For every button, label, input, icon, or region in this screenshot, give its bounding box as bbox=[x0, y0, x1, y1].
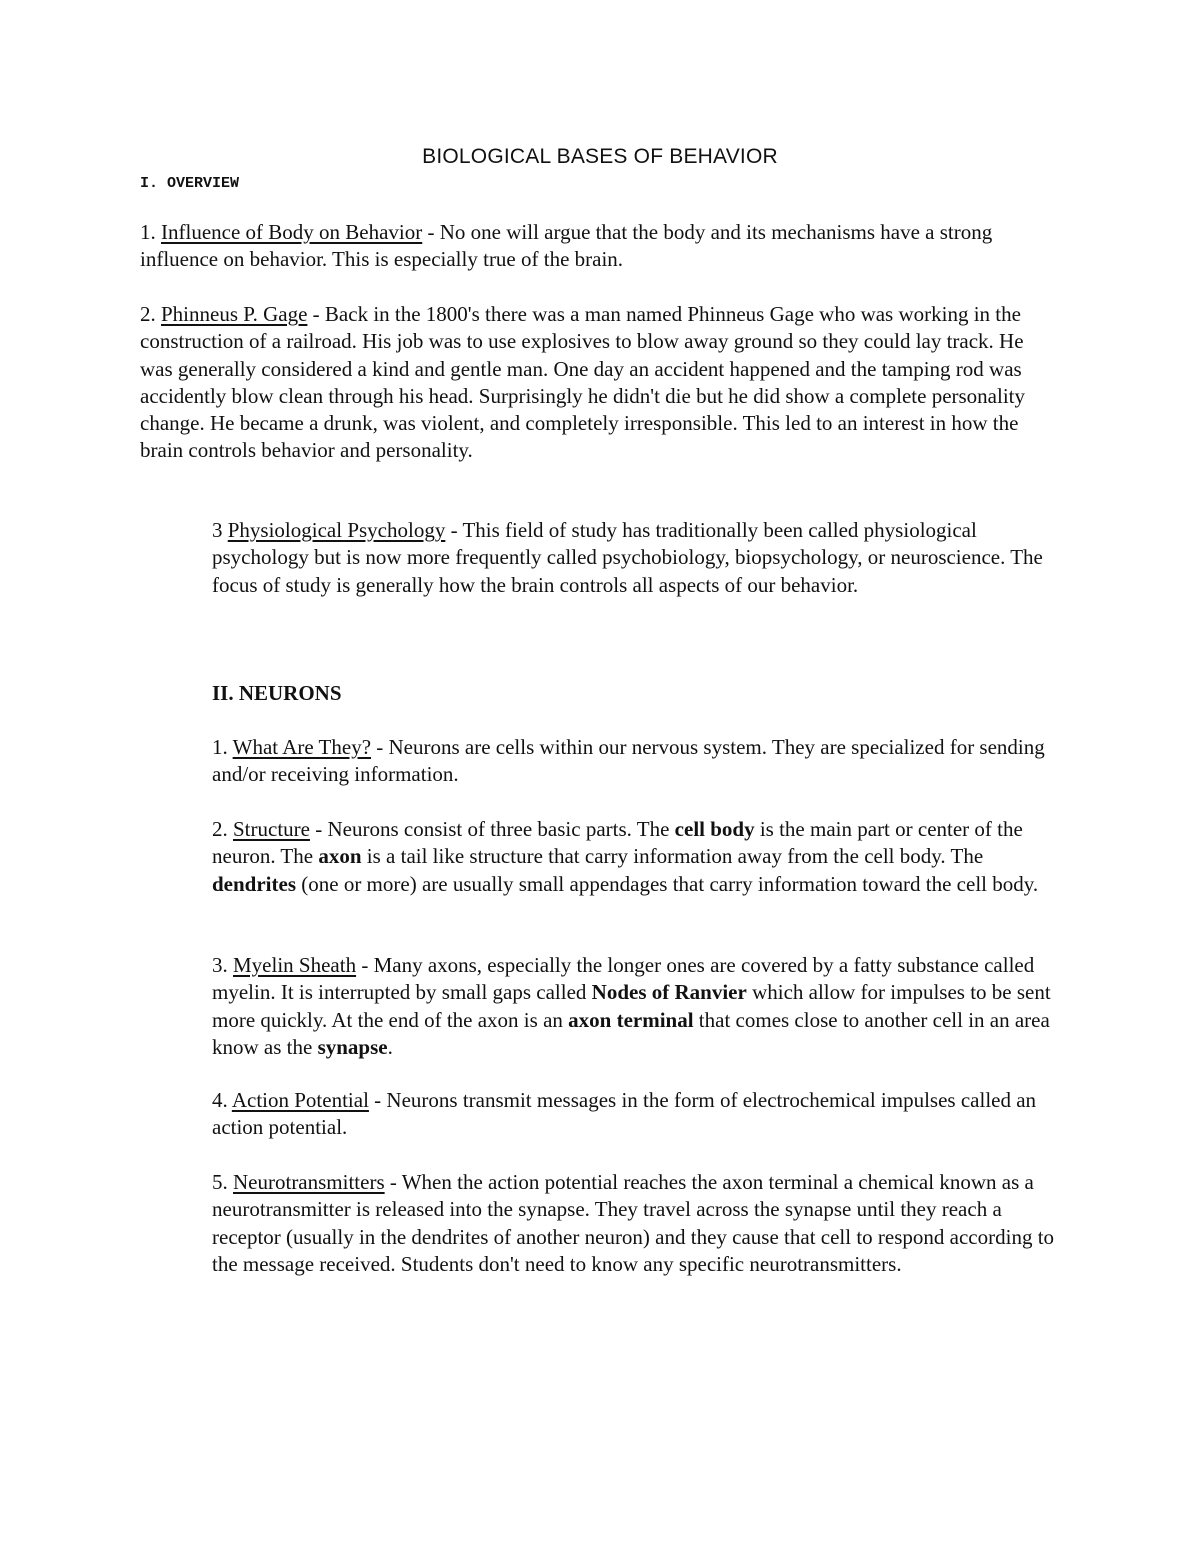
neurons-item-4 bbox=[212, 1087, 1062, 1142]
item-number: 1. bbox=[212, 735, 233, 759]
item-term: Myelin Sheath bbox=[233, 953, 357, 977]
section-heading-overview: I. OVERVIEW bbox=[140, 175, 240, 192]
item-text: is a tail like structure that carry information away from the cell body. The bbox=[361, 844, 984, 869]
overview-item-1 bbox=[140, 219, 1060, 274]
bold-term: axon terminal bbox=[568, 1007, 694, 1032]
item-number: 5. bbox=[212, 1170, 233, 1194]
item-text: - Neurons transmit messages in the form of electrochemical impulses called an action potential. bbox=[212, 1088, 1037, 1140]
item-number: 2. bbox=[212, 817, 233, 841]
item-text: - This field of study has traditionally been called physiological psychology but is now more frequently called psychobiology, biopsychology, or neuroscience. The focus of study is generally how the brain controls all aspects of our behavior. bbox=[212, 518, 1043, 597]
bold-term: dendrites bbox=[212, 871, 296, 896]
neurons-item-3 bbox=[212, 952, 1062, 1061]
item-text: - Back in the 1800's there was a man named Phinneus Gage who was working in the construction of a railroad. His job was to use explosives to blow away ground so they could lay track. He was generally considered a kind and gentle man. One day an accident happened and the tamping rod was accidently blow clean through his head. Surprisingly he didn't die but he did show a complete personality change. He became a drunk, was violent, and completely irresponsible. This led to an interest in how the brain controls behavior and personality. bbox=[140, 302, 1026, 463]
overview-item-2 bbox=[140, 301, 1060, 465]
page-title: BIOLOGICAL BASES OF BEHAVIOR bbox=[422, 145, 778, 168]
item-text: which allow for impulses to be sent more quickly. At the end of the axon is an bbox=[212, 980, 1051, 1032]
neurons-item-5 bbox=[212, 1169, 1062, 1278]
item-number: 3. bbox=[212, 953, 233, 977]
item-term: Physiological Psychology bbox=[227, 518, 446, 542]
item-text: - Neurons are cells within our nervous system. They are specialized for sending and/or receiving information. bbox=[212, 735, 1045, 787]
item-text: that comes close to another cell in an area know as the bbox=[212, 1007, 1050, 1059]
item-term: Structure bbox=[233, 817, 310, 841]
item-term: Phinneus P. Gage bbox=[161, 302, 308, 326]
item-text: is the main part or center of the neuron. The bbox=[212, 817, 1023, 869]
item-term: What Are They? bbox=[232, 735, 372, 759]
item-number: 3 bbox=[212, 518, 228, 542]
item-text: (one or more) are usually small appendages that carry information toward the cell body. bbox=[296, 871, 1039, 896]
item-term: Action Potential bbox=[231, 1088, 369, 1112]
item-term: Neurotransmitters bbox=[233, 1170, 385, 1194]
overview-item-3 bbox=[212, 517, 1062, 599]
section-heading-neurons: II. NEURONS bbox=[212, 681, 342, 705]
item-number: 4. bbox=[212, 1088, 232, 1112]
neurons-item-1 bbox=[212, 734, 1062, 789]
bold-term: cell body bbox=[674, 817, 755, 841]
bold-term: axon bbox=[318, 844, 362, 869]
bold-term: synapse bbox=[317, 1034, 388, 1059]
neurons-item-2 bbox=[212, 816, 1062, 898]
bold-term: Nodes of Ranvier bbox=[591, 980, 747, 1005]
item-text: . bbox=[387, 1034, 393, 1059]
item-text: - No one will argue that the body and its mechanisms have a strong influence on behavior. This is especially true of the brain. bbox=[140, 220, 993, 272]
item-number: 1. bbox=[140, 220, 161, 244]
item-text: - When the action potential reaches the axon terminal a chemical known as a neurotransmitter is released into the synapse. They travel across the synapse until they reach a receptor (usually in the dendrites of another neuron) and they cause that cell to respond according to the message received. Students don't need to know any specific neurotransmitters. bbox=[212, 1170, 1055, 1276]
item-term: Influence of Body on Behavior bbox=[161, 220, 423, 244]
item-number: 2. bbox=[140, 302, 161, 326]
item-text: - Many axons, especially the longer ones are covered by a fatty substance called myelin. It is interrupted by small gaps called bbox=[212, 953, 1035, 1005]
item-text: - Neurons consist of three basic parts. The bbox=[309, 817, 675, 841]
